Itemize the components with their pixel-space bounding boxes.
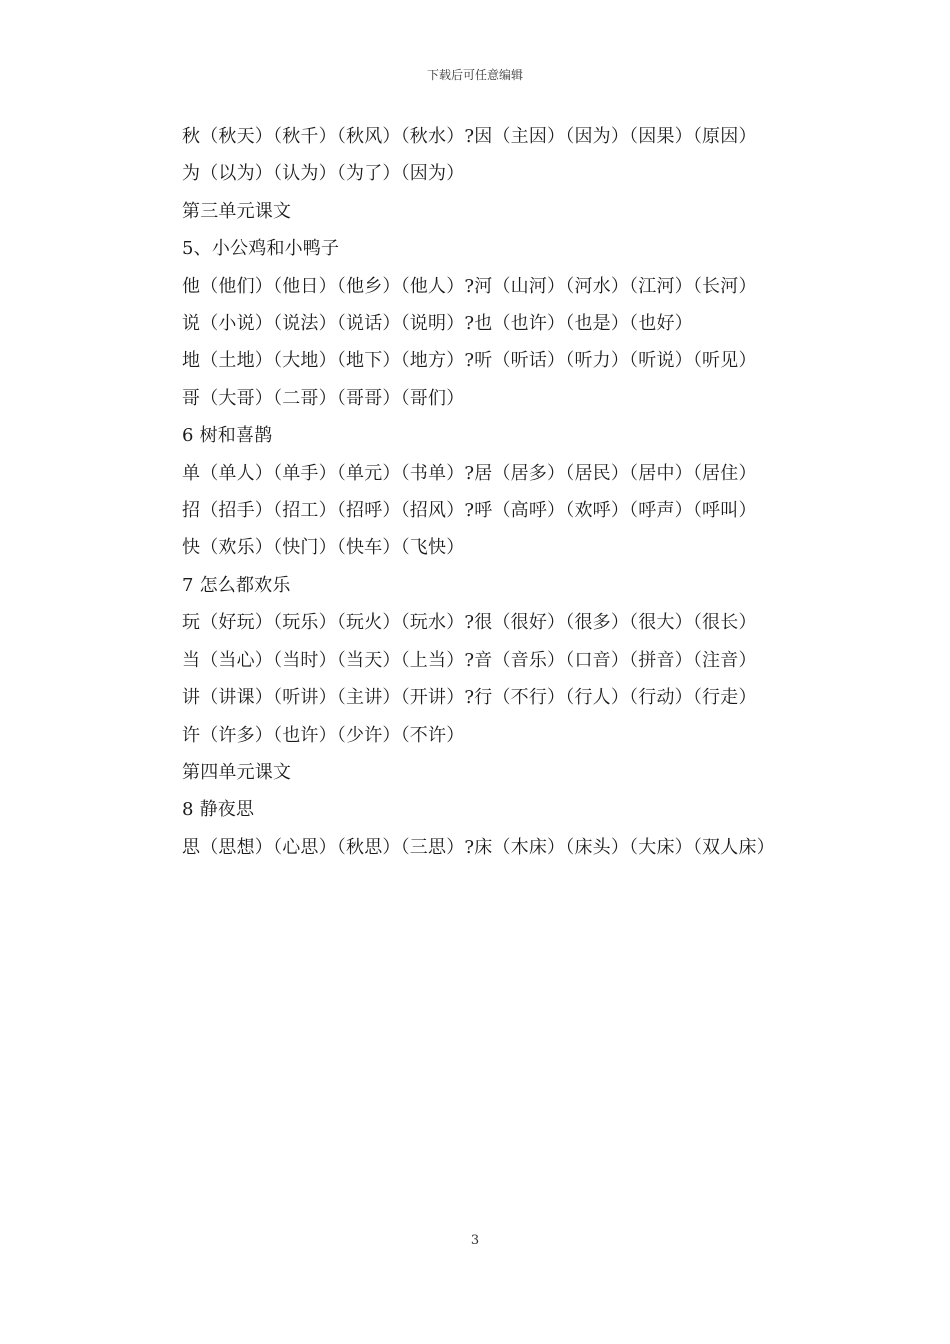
document-body [144,118,806,866]
paragraph: 玩（好玩）（玩乐）（玩火）（玩水）?很（很好）（很多）（很大）（很长） [182,612,757,634]
paragraph: 哥（大哥）（二哥）（哥哥）（哥们） [182,387,465,409]
paragraph: 他（他们）（他日）（他乡）（他人）?河（山河）（河水）（江河）（长河） [182,275,757,297]
paragraph: 招（招手）（招工）（招呼）（招风）?呼（高呼）（欢呼）（呼声）（呼叫） [182,500,757,522]
lesson-title: 5、小公鸡和小鸭子 [182,238,340,260]
paragraph: 地（土地）（大地）（地下）（地方）?听（听话）（听力）（听说）（听见） [182,350,757,372]
paragraph: 讲（讲课）（听讲）（主讲）（开讲）?行（不行）（行人）（行动）（行走） [182,687,757,709]
section-heading: 第三单元课文 [182,200,292,222]
paragraph: 为（以为）（认为）（为了）（因为） [182,163,465,185]
page-number: 3 [470,1233,480,1248]
paragraph: 说（小说）（说法）（说话）（说明）?也（也许）（也是）（也好） [182,313,693,335]
lesson-title: 8 静夜思 [182,799,255,821]
page-header: 下载后可任意编辑 [426,68,523,82]
paragraph: 当（当心）（当时）（当天）（上当）?音（音乐）（口音）（拼音）（注音） [182,649,757,671]
section-heading: 第四单元课文 [182,761,292,783]
paragraph: 单（单人）（单手）（单元）（书单）?居（居多）（居民）（居中）（居住） [182,462,757,484]
paragraph: 快（欢乐）（快门）（快车）（飞快） [182,537,465,559]
lesson-title: 6 树和喜鹊 [182,425,273,447]
paragraph: 许（许多）（也许）（少许）（不许） [182,724,465,746]
paragraph: 思（思想）（心思）（秋思）（三思）?床（木床）（床头）（大床）（双人床） [182,836,775,858]
paragraph: 秋（秋天）（秋千）（秋风）（秋水）?因（主因）（因为）（因果）（原因） [182,126,757,147]
lesson-title: 7 怎么都欢乐 [182,574,291,596]
